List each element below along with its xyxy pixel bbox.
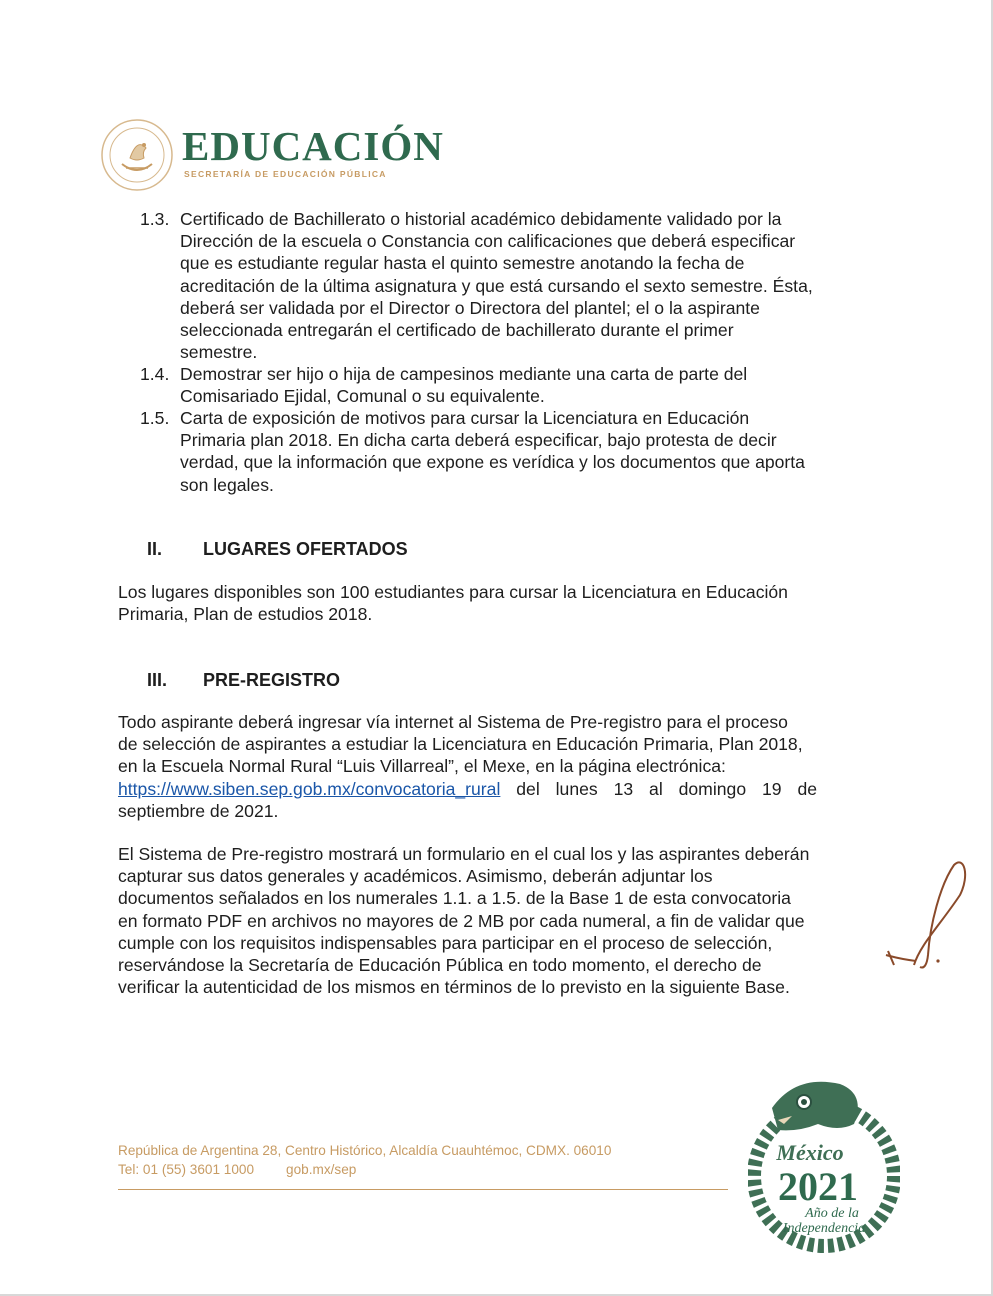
section-3-paragraph-2 [118, 843, 850, 998]
text-line [118, 778, 850, 800]
emblem-independencia: Independencia [782, 1221, 866, 1236]
text-line: documentos señalados en los numerales 1.1. a 1.5. de la Base 1 de esta convocatoria [118, 888, 791, 909]
text-line: deberá ser validada por el Director o Directora del plantel; el o la aspirante [180, 297, 760, 318]
text-line: septiembre de 2021. [118, 800, 279, 821]
text-line: Los lugares disponibles son 100 estudiantes para cursar la Licenciatura en Educación [118, 582, 788, 602]
text-line: El Sistema de Pre-registro mostrará un formulario en el cual los y las aspirantes deberán [118, 844, 810, 864]
emblem-year: 2021 [778, 1164, 858, 1209]
text-line: reservándose la Secretaría de Educación Pública en todo momento, el derecho de [118, 955, 762, 976]
text-line: Dirección de la escuela o Constancia con calificaciones que deberá especificar [180, 231, 796, 252]
footer-contact [118, 1162, 356, 1177]
logo-subtitle: SECRETARÍA DE EDUCACIÓN PÚBLICA [184, 169, 387, 179]
list-item-1-3 [140, 208, 850, 363]
section-3-paragraph-1 [118, 711, 850, 822]
text-line: Carta de exposición de motivos para cursar la Licenciatura en Educación [180, 408, 750, 428]
text-line: seleccionada entregarán el certificado de bachillerato durante el primer [180, 320, 734, 341]
footer-divider [118, 1189, 728, 1190]
text-line: son legales. [180, 474, 274, 495]
national-seal-icon [100, 118, 174, 192]
section-3-number: III. [147, 670, 168, 690]
item-text [180, 208, 850, 363]
item-number: 1.3. [140, 209, 170, 229]
logo-title: EDUCACIÓN [182, 123, 444, 169]
item-number: 1.5. [140, 408, 170, 428]
emblem-mexico: México [776, 1140, 844, 1165]
footer-phone: Tel: 01 (55) 3601 1000 [118, 1162, 255, 1177]
sep-logo [100, 112, 460, 192]
section-2-title: LUGARES OFERTADOS [203, 539, 408, 559]
text-line: capturar sus datos generales y académicos. Asimismo, deberán adjuntar los [118, 866, 713, 887]
text-line: que es estudiante regular hasta el quinto semestre anotando la fecha de [180, 253, 745, 274]
text-line: semestre. [180, 342, 258, 363]
text-line: Certificado de Bachillerato o historial académico debidamente validado por la [180, 209, 782, 229]
item-number: 1.4. [140, 364, 170, 384]
mexico-2021-emblem [748, 1072, 900, 1256]
section-2-number: II. [147, 539, 163, 559]
text-line: en formato PDF en archivos no mayores de 2 MB por cada numeral, a fin de validar que [118, 910, 805, 931]
section-3-title: PRE-REGISTRO [203, 670, 341, 690]
link-trailing-text: del lunes 13 al domingo 19 de [500, 778, 818, 799]
text-line: Demostrar ser hijo o hija de campesinos mediante una carta de parte del [180, 364, 748, 384]
item-text [180, 407, 850, 496]
handwritten-signature [880, 855, 970, 975]
footer-website: gob.mx/sep [286, 1162, 357, 1177]
text-line: Comisariado Ejidal, Comunal o su equivalente. [180, 386, 545, 407]
text-line: verificar la autenticidad de los mismos en términos de lo previsto en la siguiente Base. [118, 977, 790, 998]
list-item-1-5 [140, 407, 850, 496]
text-line: Todo aspirante deberá ingresar vía internet al Sistema de Pre-registro para el proceso [118, 712, 788, 732]
text-line: de selección de aspirantes a estudiar la Licenciatura en Educación Primaria, Plan 2018, [118, 734, 803, 755]
text-line: cumple con los requisitos indispensables para participar en el proceso de selección, [118, 932, 773, 953]
convocatoria-link[interactable]: https://www.siben.sep.gob.mx/convocatoria_rural [118, 778, 501, 799]
footer-address: República de Argentina 28, Centro Histórico, Alcaldía Cuauhtémoc, CDMX. 06010 [118, 1143, 612, 1158]
section-2-paragraph [118, 581, 850, 625]
list-item-1-4 [140, 363, 850, 407]
emblem-ano: Año de la [805, 1206, 859, 1221]
text-line: acreditación de la última asignatura y que está cursando el sexto semestre. Ésta, [180, 275, 813, 296]
text-line: en la Escuela Normal Rural “Luis Villarreal”, el Mexe, en la página electrónica: [118, 756, 726, 777]
item-text [180, 363, 850, 407]
text-line: verdad, que la información que expone es verídica y los documentos que aporta [180, 452, 805, 473]
text-line: Primaria plan 2018. En dicha carta deberá especificar, bajo protesta de decir [180, 430, 777, 451]
text-line: Primaria, Plan de estudios 2018. [118, 604, 373, 625]
